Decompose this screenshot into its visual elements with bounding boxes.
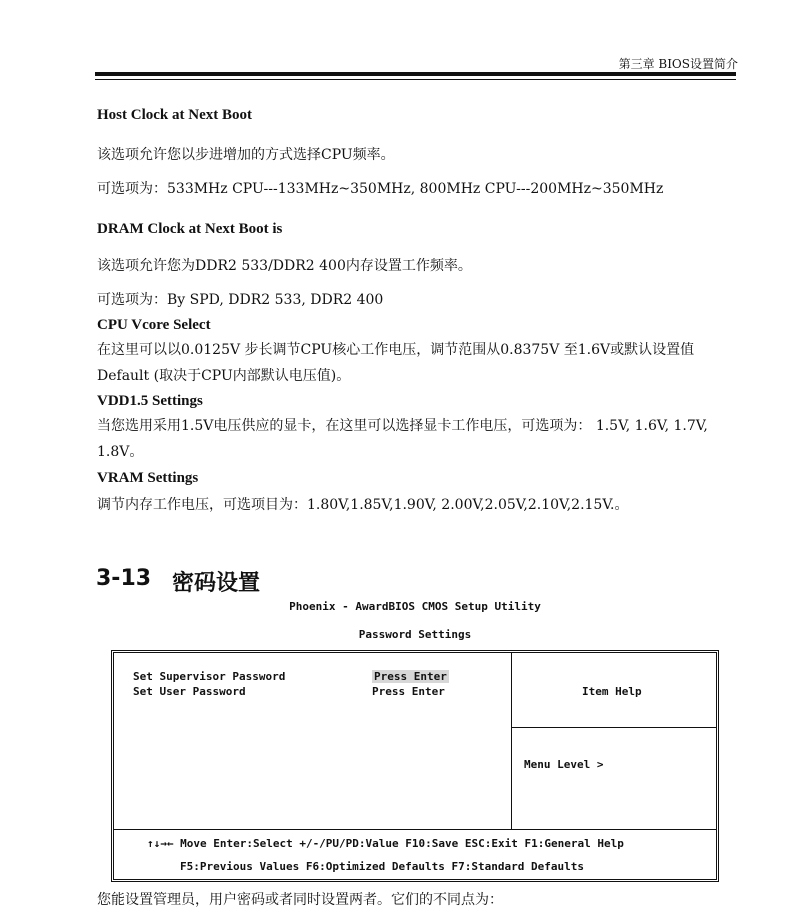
dram-clock-title: DRAM Clock at Next Boot is — [97, 221, 283, 237]
header-rule-thin — [95, 79, 736, 80]
bios-divider-vertical — [511, 653, 512, 829]
header-rule-thick — [95, 72, 736, 76]
bios-title: Phoenix - AwardBIOS CMOS Setup Utility — [289, 600, 541, 613]
bios-divider-right — [511, 727, 716, 728]
bios-row-label: Set Supervisor Password — [133, 670, 286, 683]
footer-paragraph: 您能设置管理员，用户密码或者同时设置两者。它们的不同点为： — [97, 892, 503, 908]
bios-key-help-line-2: F5:Previous Values F6:Optimized Defaults F7:Standard Defaults — [180, 860, 584, 873]
section-title: 密码设置 — [172, 571, 261, 596]
user-password-option[interactable]: Press Enter — [372, 685, 445, 698]
chapter-header: 第三章 BIOS设置简介 — [618, 57, 738, 71]
host-clock-desc: 该选项允许您以步进增加的方式选择CPU频率。 — [97, 147, 395, 163]
section-number: 3-13 — [96, 566, 152, 591]
cpu-vcore-title: CPU Vcore Select — [97, 317, 211, 333]
dram-clock-options: 可选项为：By SPD, DDR2 533, DDR2 400 — [97, 292, 384, 308]
host-clock-options: 可选项为：533MHz CPU---133MHz~350MHz, 800MHz CPU---200MHz~350MHz — [97, 181, 664, 197]
vdd15-desc: 当您选用采用1.5V电压供应的显卡，在这里可以选择显卡工作电压，可选项为： 1.5V, 1.6V, 1.7V, 1.8V。 — [97, 418, 708, 460]
vdd15-title: VDD1.5 Settings — [97, 393, 203, 409]
bios-key-help-line-1: ↑↓→← Move Enter:Select +/-/PU/PD:Value F10:Save ESC:Exit F1:General Help — [147, 837, 624, 850]
cpu-vcore-desc: 在这里可以以0.0125V 步长调节CPU核心工作电压，调节范围从0.8375V 至1.6V或默认设置值Default (取决于CPU内部默认电压值)。 — [97, 342, 695, 384]
bios-divider-bottom — [114, 829, 716, 830]
dram-clock-desc: 该选项允许您为DDR2 533/DDR2 400内存设置工作频率。 — [97, 258, 472, 274]
vram-title: VRAM Settings — [97, 470, 199, 486]
vram-desc: 调节内存工作电压，可选项目为：1.80V,1.85V,1.90V, 2.00V,2.05V,2.10V,2.15V.。 — [97, 497, 629, 513]
supervisor-password-option[interactable]: Press Enter — [374, 670, 447, 683]
host-clock-title: Host Clock at Next Boot — [97, 107, 252, 123]
bios-subtitle: Password Settings — [358, 628, 472, 641]
menu-level-label: Menu Level > — [524, 758, 604, 771]
bios-screen — [111, 650, 719, 882]
bios-row-label: Set User Password — [133, 685, 246, 698]
item-help-label: Item Help — [582, 685, 642, 698]
